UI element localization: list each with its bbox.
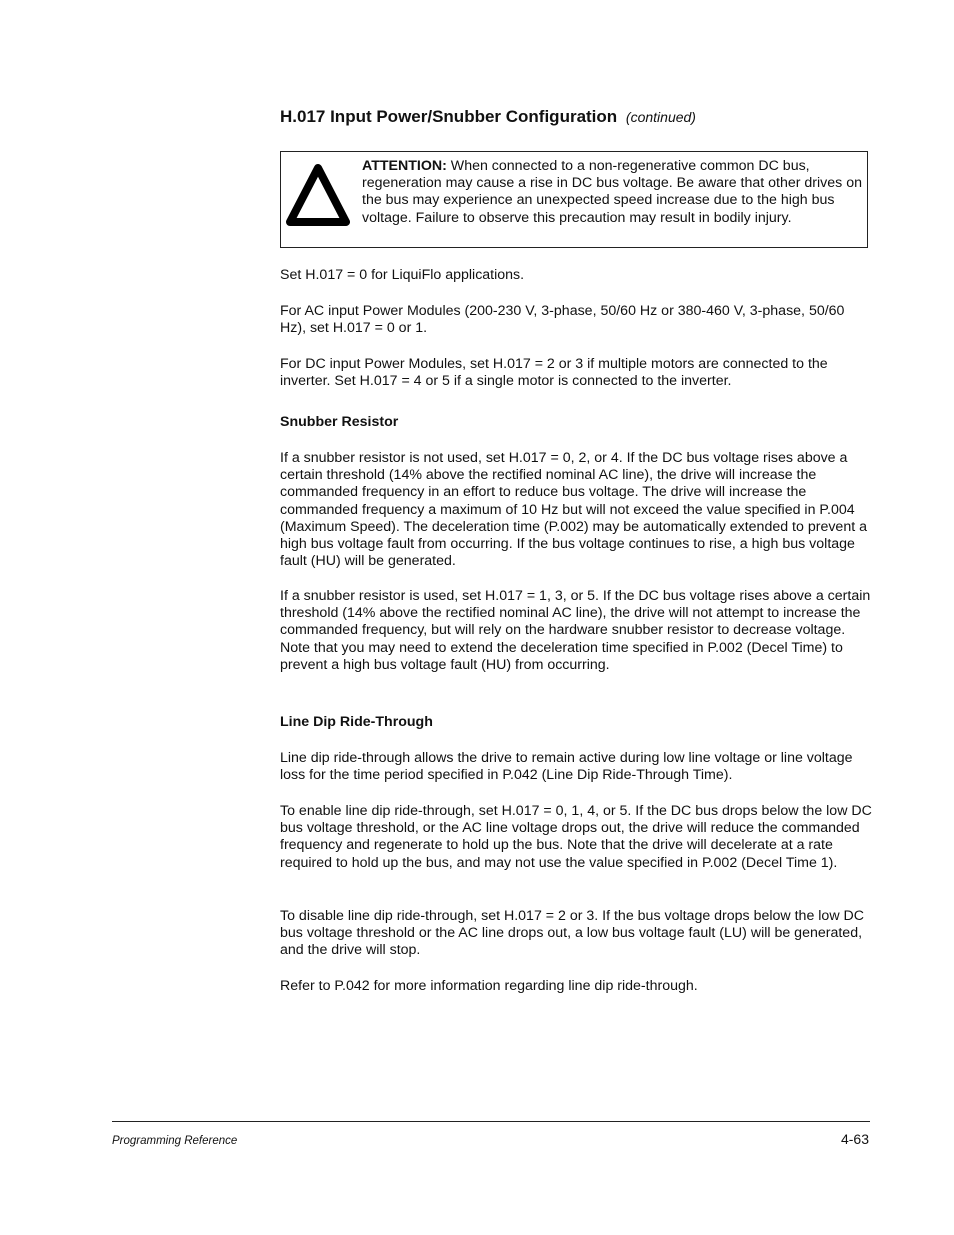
paragraph-line-dip-refer: Refer to P.042 for more information regarding line dip ride-through. [280, 978, 698, 994]
page-heading [280, 106, 880, 128]
attention-box [280, 151, 868, 248]
warning-triangle-icon [285, 160, 351, 226]
paragraph-dc-input: For DC input Power Modules, set H.017 = 2 or 3 if multiple motors are connected to the inverter. Set H.017 = 4 or 5 if a single motor is connected to the inverter. [280, 356, 828, 390]
attention-label: ATTENTION: [362, 158, 447, 174]
footer-page-number: 4-63 [840, 1131, 869, 1147]
paragraph-line-dip-enable: To enable line dip ride-through, set H.017 = 0, 1, 4, or 5. If the DC bus drops below the low DC bus voltage threshold, or the AC line voltage drops out, the drive will reduce the commanded frequency and regenerate to hold up the bus. Note that the drive will decelerate at a rate required to hold up the bus, and may not use the value specified in P.002 (Decel Time 1). [280, 803, 872, 871]
heading-title: H.017 Input Power/Snubber Configuration [280, 107, 618, 126]
paragraph-line-dip-intro: Line dip ride-through allows the drive to remain active during low line voltage or line voltage loss for the time period specified in P.042 (Line Dip Ride-Through Time). [280, 750, 853, 784]
subheading-line-dip: Line Dip Ride-Through [280, 714, 433, 730]
paragraph-snubber-used: If a snubber resistor is used, set H.017 = 1, 3, or 5. If the DC bus voltage rises above a certain threshold (14% above the rectified nominal AC line), the drive will not attempt to increase the commanded frequency, but will rely on the hardware snubber resistor to decrease voltage. Note that you may need to extend the deceleration time specified in P.002 (Decel Time) to prevent a high bus voltage fault (HU) from occurring. [280, 588, 871, 673]
paragraph-snubber-not-used: If a snubber resistor is not used, set H.017 = 0, 2, or 4. If the DC bus voltage rises above a certain threshold (14% above the rectified nominal AC line), the drive will increase the commanded frequency in an effort to reduce bus voltage. The drive will increase the commanded frequency a maximum of 10 Hz but will not exceed the value specified in P.004 (Maximum Speed). The deceleration time (P.002) may be automatically extended to prevent a high bus voltage fault from occurring. If the bus voltage continues to rise, a high bus voltage fault (HU) will be generated. [280, 450, 867, 570]
paragraph-line-dip-disable: To disable line dip ride-through, set H.017 = 2 or 3. If the bus voltage drops below the low DC bus voltage threshold or the AC line drops out, a low bus voltage fault (LU) will be generated, and the drive will stop. [280, 908, 864, 959]
attention-text [362, 158, 862, 227]
paragraph-liquiflo: Set H.017 = 0 for LiquiFlo applications. [280, 267, 525, 283]
subheading-snubber-resistor: Snubber Resistor [280, 414, 399, 430]
attention-message: When connected to a non-regenerative common DC bus, regeneration may cause a rise in DC bus voltage. Be aware that other drives on the bus may experience an unexpected speed increase due to the high bus voltage. Failure to observe this precaution may result in bodily injury. [362, 158, 862, 226]
paragraph-ac-input: For AC input Power Modules (200-230 V, 3-phase, 50/60 Hz or 380-460 V, 3-phase, 50/60 Hz), set H.017 = 0 or 1. [280, 303, 845, 337]
footer-divider [112, 1121, 870, 1122]
footer-section-title: Programming Reference [112, 1135, 238, 1147]
heading-continued: (continued) [625, 109, 696, 125]
